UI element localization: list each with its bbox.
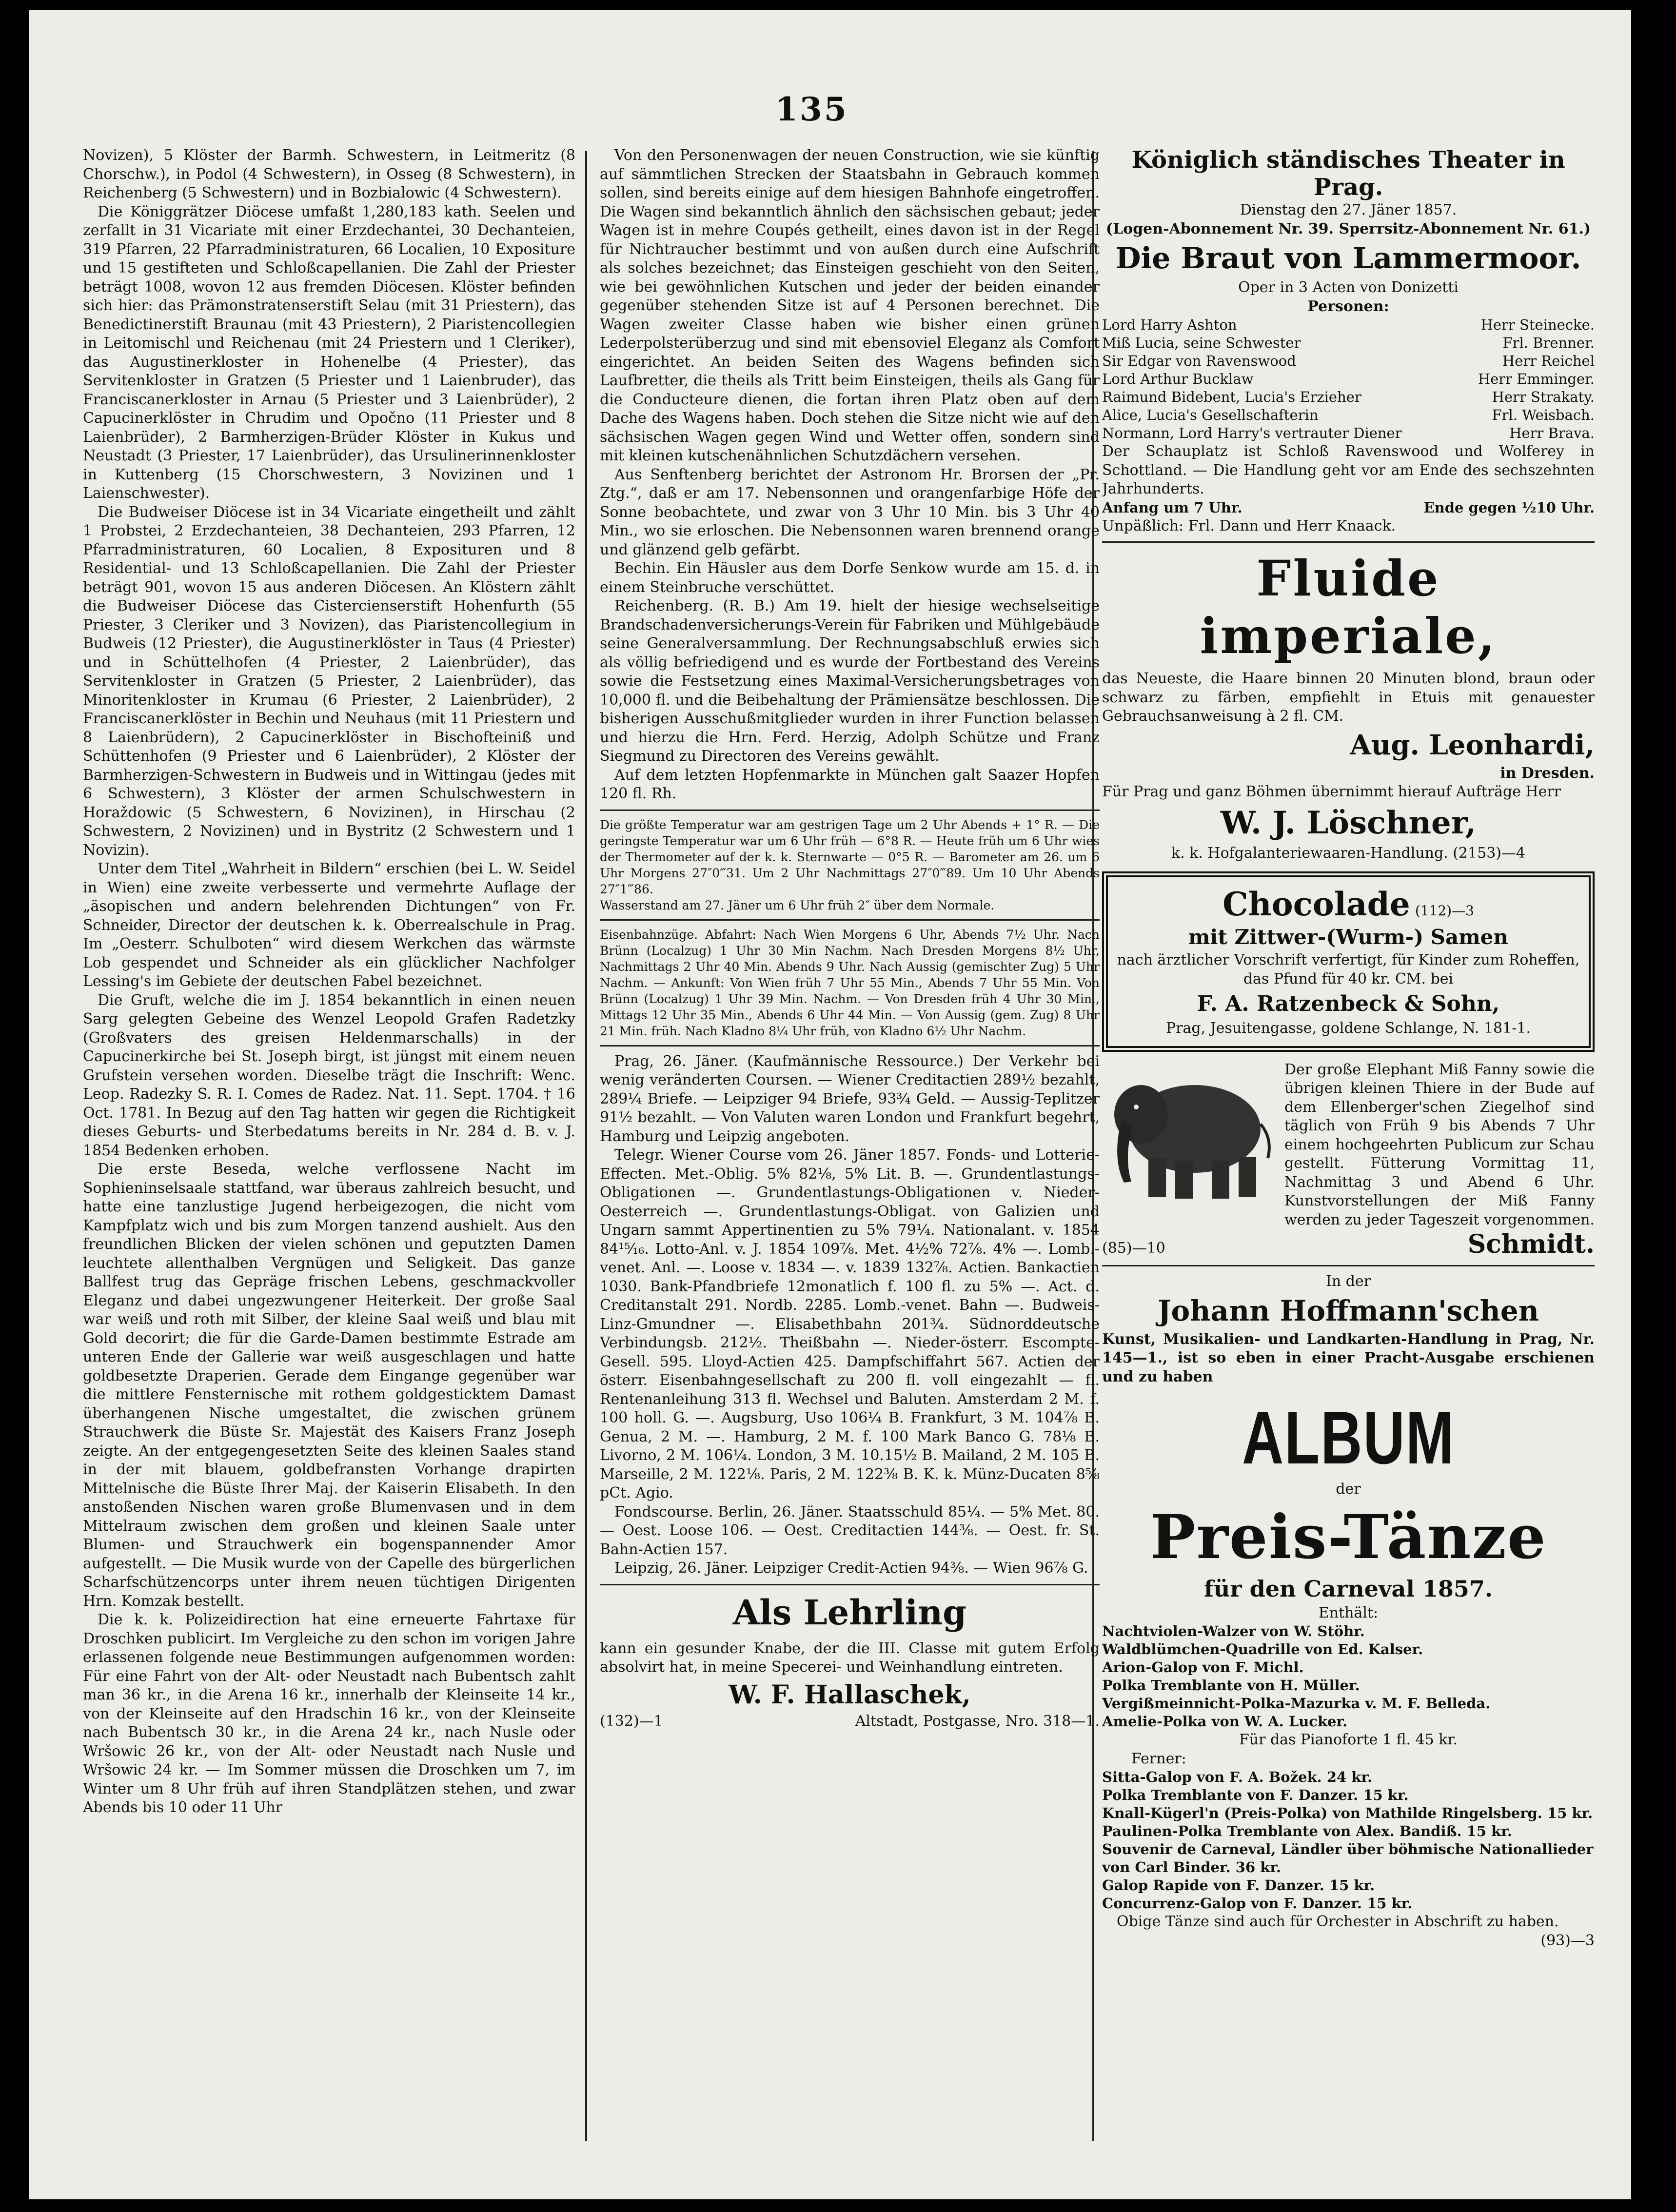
dance-list-item: Amelie-Polka von W. A. Lucker. <box>1102 1713 1348 1730</box>
hoffmann-title: Johann Hoffmann'schen <box>1158 1294 1539 1327</box>
album-code: (93)—3 <box>1540 1932 1595 1949</box>
dance-list-item: Polka Tremblante von H. Müller. <box>1102 1677 1360 1694</box>
cast-row: Sir Edgar von Ravenswood Herr Reichel <box>1102 353 1595 369</box>
dance-list-item: Souvenir de Carneval, Ländler über böhmische Nationallieder von Carl Binder. 36 kr. <box>1102 1841 1594 1876</box>
hoffmann-intro: In der <box>1325 1273 1371 1290</box>
weather-report: Die größte Temperatur war am gestrigen Tage um 2 Uhr Abends + 1° R. — Die geringste Temperatur war um 6 Uhr früh — 6°8 R. — Heute früh um 6 Uhr wies der Thermometer auf der k. k. Sternwarte — 0°5 R. — Barometer am 26. um 6 Uhr Morgens 27″0‴31. Um 2 Uhr Nachmittags 27″0‴89. Um 10 Uhr Abends 27″1‴86. <box>600 817 1100 896</box>
loeschner-subtitle: k. k. Hofgalanteriewaaren-Handlung. (2153)—4 <box>1171 844 1526 862</box>
cast-row: Alice, Lucia's Gesellschafterin Frl. Weisbach. <box>1102 407 1595 423</box>
column-middle <box>600 146 1100 2151</box>
piano-price: Für das Pianoforte 1 fl. 45 kr. <box>1239 1731 1458 1748</box>
cast-row: Lord Harry Ashton Herr Steinecke. <box>1102 316 1595 333</box>
dance-list-item: Sitta-Galop von F. A. Božek. 24 kr. <box>1102 1769 1373 1785</box>
article-text: Die Gruft, welche die im J. 1854 bekanntlich in einen neuen Sarg gelegten Gebeine des Wenzel Leopold Grafen Radetzky (Großvaters des greisen Heldenmarschalls) in der Capucinerkirche bei St. Joseph birgt, ist jüngst mit einem neuen Grufstein versehen worden. Dieselbe trägt die Inschrift: Wenc. Leop. Radezky S. R. I. Comes de Radez. Nat. 11. Sept. 1704. † 16 Oct. 1781. In Bezug auf den Tag hatten wir gegen die Richtigkeit dieses Geburts- und Sterbedatums bereits in Nr. 284 d. B. v. J. 1854 Bedenken erhoben. <box>83 991 575 1159</box>
fluide-city: in Dresden. <box>1500 764 1595 782</box>
divider <box>600 1584 1100 1585</box>
opera-subtitle: Oper in 3 Acten von Donizetti <box>1238 279 1459 296</box>
album-title: ALBUM <box>1242 1396 1455 1480</box>
article-text: Die Budweiser Diöcese ist in 34 Vicariate eingetheilt und zählt 1 Probstei, 2 Erzdechanteien, 38 Dechanteien, 293 Pfarren, 12 Pfarradministraturen, 60 Localien, 8 Exposituren und 8 Residential- und 13 Schloßcapellanien. Die Zahl der Priester beträgt 901, wovon 15 aus anderen Diöcesen. An Klöstern zählt die Budweiser Diöcese das Cistercienserstift Hohenfurth (55 Priester, 3 Cleriker und 3 Novizen), das Piaristencollegium in Budweis (12 Priester), die Augustinerklöster in Taus (4 Priester) und in Schüttelhofen (4 Priester, 2 Laienbrüder), das Servitenkloster in Gratzen (5 Priester, 2 Laienbrüder), das Minoritenkloster in Krumau (6 Priester, 2 Laienbrüder), 2 Franciscanerklöster in Bechin und Neuhaus (mit 11 Priestern und 8 Laienbrüdern), 2 Capucinerklöster in Bischofteiniß und Schüttenhofen (9 Priester und 6 Laienbrüder), 2 Klöster der Barmherzigen-Schwestern in Budweis und in Wittingau (jedes mit 6 Schwestern), 3 Klöster der armen Schulschwestern in Horaždowic (5 Schwestern, 6 Novizinen), in Hirschau (2 Schwestern, 2 Novizinen) und in Bystritz (2 Schwestern und 1 Novizin). <box>83 503 575 859</box>
chocolade-subtitle: mit Zittwer-(Wurm-) Samen <box>1188 925 1508 949</box>
elephant-text: Der große Elephant Miß Fanny sowie die übrigen kleinen Thiere in der Bude auf dem Ellenberger'schen Ziegelhof sind täglich von Früh 9 bis Abends 7 Uhr einem hochgeehrten Publicum zur Schau gestellt. Fütterung Vormittag 11, Nachmittag 3 und Abend 6 Uhr. Kunstvorstellungen der Miß Fanny werden zu jeder Tageszeit vorgenommen. <box>1284 1061 1595 1228</box>
article-text: Die k. k. Polizeidirection hat eine erneuerte Fahrtaxe für Droschken publicirt. Im Vergleiche zu den schon im vorigen Jahre erlassenen folgende neue Bestimmungen aufgenommen worden: Für eine Fahrt von der Alt- oder Neustadt nach Bubentsch zahlt man 36 kr., in die Arena 16 kr., innerhalb der Kleinseite 14 kr., von der Kleinseite auf den Hradschin 16 kr., von der Kleinseite nach Bubentsch 30 kr., in die Arena 24 kr., nach Nusle oder Wršowic 26 kr., von der Alt- oder Neustadt nach Nusle und Wršowic 24 kr. — Im Sommer müssen die Droschken um 7, im Winter um 8 Uhr früh auf ihren Standplätzen stehen, und zwar Abends bis 10 oder 11 Uhr <box>83 1611 575 1816</box>
prague-exchange: Prag, 26. Jäner. (Kaufmännische Ressource.) Der Verkehr bei wenig veränderten Coursen. — Wiener Creditactien 289½ bezahlt, 289¼ Briefe. — Leipziger 94 Briefe, 93¾ Geld. — Aussig-Teplitzer 91½ bezahlt. — Von Valuten waren London und Frankfurt begehrt, Hamburg und Leipzig angeboten. <box>600 1052 1100 1145</box>
chocolade-text: nach ärztlicher Vorschrift verfertigt, für Kinder zum Roheffen, das Pfund für 40 kr. CM. bei <box>1117 951 1580 988</box>
elephant-illustration <box>1102 1061 1278 1207</box>
divider <box>1102 541 1595 543</box>
divider <box>1102 1265 1595 1266</box>
chocolade-firm: F. A. Ratzenbeck & Sohn, <box>1197 991 1500 1016</box>
hoffmann-text: Kunst, Musikalien- und Landkarten-Handlung in Prag, Nr. 145—1., ist so eben in einer Pracht-Ausgabe erschienen und zu haben <box>1102 1330 1595 1385</box>
elephant-ad <box>1102 1061 1595 1230</box>
ferner-label: Ferner: <box>1131 1750 1186 1767</box>
dance-list-item: Knall-Kügerl'n (Preis-Polka) von Mathilde Ringelsberg. 15 kr. <box>1102 1805 1593 1821</box>
fluide-imperiale-title: Fluide imperiale, <box>1200 550 1497 665</box>
opera-unwell: Unpäßlich: Frl. Dann und Herr Knaack. <box>1102 517 1396 534</box>
divider <box>600 919 1100 921</box>
cast-heading: Personen: <box>1307 297 1389 315</box>
chocolade-code: (112)—3 <box>1415 903 1474 919</box>
column-rule <box>585 151 587 2141</box>
theatre-title: Königlich ständisches Theater in Prag. <box>1131 146 1565 201</box>
page-number: 135 <box>775 90 848 128</box>
chocolade-ad <box>1102 871 1595 1052</box>
dance-list-item: Arion-Galop von F. Michl. <box>1102 1659 1304 1676</box>
cast-row: Lord Arthur Bucklaw Herr Emminger. <box>1102 371 1595 387</box>
article-text: Auf dem letzten Hopfenmarkte in München galt Saazer Hopfen 120 fl. Rh. <box>600 766 1100 802</box>
column-right <box>1102 146 1595 2151</box>
opera-title: Die Braut von Lammermoor. <box>1115 241 1581 276</box>
article-text: Die erste Beseda, welche verflossene Nacht im Sophieninselsaale stattfand, war überaus zahlreich besucht, und hatte eine tanzlustige Jugend herbeigezogen, die nicht vom Kampfplatz wich und bis zum Morgen tanzend aushielt. Aus den freundlichen Blicken der vielen schönen und geputzten Damen leuchtete allenthalben Vergnügen und Seligkeit. Das ganze Ballfest trug das Gepräge frischen Lebens, geschmackvoller Eleganz und dabei ungezwungener Heiterkeit. Der große Saal war weiß und roth mit Silber, der kleine Saal weiß und blau mit Gold decorirt; die für die Garde-Damen bestimmte Estrade am unteren Ende der Gallerie war weiß ausgeschlagen und hatte goldbesetzte Draperien. Gerade dem Eingange gegenüber war die mittlere Fensternische mit rothem goldgesticktem Damast überhangenen Nische umgestaltet, die zwischen grünem Strauchwerk die Büste Sr. Majestät des Kaisers Franz Joseph zeigte. An der entgegengesetzten Seite des kleinen Saales stand in der mit blauem, goldbefransten Vorhange drapirten Mittelnische die Büste Ihrer Maj. der Kaiserin Elisabeth. In den anstoßenden Nischen waren große Blumenvasen und in dem Mittelraum zwischen dem großen und kleinen Saale unter Blumen- und Strauchwerk ein bogenspannender Amor aufgestellt. — Die Musik wurde von der Capelle des bürgerlichen Scharfschützencorps unter ihrem neuen tüchtigen Dirigenten Hrn. Komzak bestellt. <box>83 1161 575 1610</box>
album-der: der <box>1336 1481 1361 1498</box>
leipzig-exchange: Leipzig, 26. Jäner. Leipziger Credit-Actien 94⅜. — Wien 96⅞ G. <box>614 1560 1088 1577</box>
newspaper-page <box>29 10 1631 2199</box>
opera-end: Ende gegen ½10 Uhr. <box>1423 499 1595 516</box>
article-text: Von den Personenwagen der neuen Construction, wie sie künftig auf sämmtlichen Strecken der Staatsbahn in Gebrauch kommen sollen, sind bereits einige auf dem hiesigen Bahnhofe eingetroffen. Die Wagen sind bekanntlich ähnlich den sächsischen gebaut; jeder Wagen ist in mehre Coupés getheilt, eines davon ist in der Regel für Nichtraucher bestimmt und von außen durch eine Aufschrift als solches bezeichnet; das Einsteigen geschieht von den Seiten, wie bei gewöhnlichen Kutschen und jeder der beiden einander gegenüber stehenden Sitze ist auf 4 Personen berechnet. Die Wagen zweiter Classe haben wie bisher einen grünen Lederpolsterüberzug und sind mit ebensoviel Eleganz als Comfort eingerichtet. An beiden Seiten des Wagens befinden sich Laufbretter, die theils als Tritt beim Einsteigen, theils als Gang für die Conducteure dienen, die fortan ihren Platz oben auf dem Dache des Wagens haben. Doch stehen die Sitze nicht wie auf den sächsischen Wagen gegen Wind und Wetter offen, sondern sind mit kleinen kutschenähnlichen Schutzdächern versehen. <box>600 147 1100 464</box>
cast-row: Raimund Bidebent, Lucia's Erzieher Herr Strakaty. <box>1102 389 1595 405</box>
ad-code: (132)—1 <box>600 1712 663 1730</box>
elephant-code: (85)—10 <box>1102 1240 1165 1257</box>
dance-list-item: Polka Tremblante von F. Danzer. 15 kr. <box>1102 1787 1409 1803</box>
orchestra-note: Obige Tänze sind auch für Orchester in Abschrift zu haben. <box>1117 1913 1559 1930</box>
dance-list-item: Waldblümchen-Quadrille von Ed. Kalser. <box>1102 1641 1423 1658</box>
ad-address: Altstadt, Postgasse, Nro. 318—1. <box>855 1712 1100 1730</box>
cast-row: Normann, Lord Harry's vertrauter Diener Herr Brava. <box>1102 425 1595 441</box>
article-text: Reichenberg. (R. B.) Am 19. hielt der hiesige wechselseitige Brandschadenversicherungs-Verein für Fabriken und Mühlgebäude seine Generalversammlung. Der Rechnungsabschluß erwies sich als völlig befriedigend und es wurde der Fortbestand des Vereins sowie die Festsetzung eines Maximal-Versicherungsbetrages von 10,000 fl. und die Beibehaltung der Prämiensätze beschlossen. Die bisherigen Ausschußmitglieder wurden in ihrer Function belassen und hierzu die Hrn. Ferd. Herzig, Adolph Schütze und Franz Siegmund zu Directoren des Vereins gewählt. <box>600 597 1100 765</box>
apprentice-ad-title: Als Lehrling <box>732 1592 967 1633</box>
dance-list-item: Nachtviolen-Walzer von W. Stöhr. <box>1102 1623 1365 1639</box>
article-text: Die Königgrätzer Diöcese umfaßt 1,280,183 kath. Seelen und zerfallt in 31 Vicariate mit einer Erzdechantei, 30 Dechanteien, 319 Pfarren, 22 Pfarradministraturen, 66 Localien, 10 Expositure und 15 gestifteten und Schloßcapellanien. Die Zahl der Priester beträgt 1008, wovon 12 aus fremden Diöcesen. Klöster befinden sich hier: das Prämonstratenserstift Selau (mit 31 Priestern), das Benedictinerstift Braunau (mit 43 Priestern), 2 Piaristencollegien in Leitomischl und Reichenau (mit 24 Priestern und 1 Cleriker), das Augustinerkloster in Hohenelbe (4 Priester), das Servitenkloster in Gratzen (5 Priester und 1 Laienbruder), das Franciscanerkloster in Arnau (5 Priester und 3 Laienbrüder), 2 Capucinerklöster in Chrudim und Opočno (11 Priester und 8 Laienbrüder), 2 Barmherzigen-Brüder Klöster in Kukus und Neustadt (3 Priester, 17 Laienbrüder), das Ursulinerinnenkloster in Kuttenberg (15 Chorschwestern, 3 Novizinen und 1 Laienschwester). <box>83 203 575 502</box>
preis-taenze-title: Preis-Tänze <box>1150 1501 1547 1573</box>
loeschner-name: W. J. Löschner, <box>1220 804 1477 841</box>
article-text: Unter dem Titel „Wahrheit in Bildern“ erschien (bei L. W. Seidel in Wien) eine zweite verbesserte und vermehrte Auflage der „äsopischen und andern belehrenden Dichtungen“ von Fr. Schneider, Director der deutschen k. k. Oberrealschule in Prag. Im „Oesterr. Schulboten“ wird diesem Werkchen das wärmste Lob gespendet und Schneider als ein glücklicher Nachfolger Lessing's im Gebiete der deutschen Fabel bezeichnet. <box>83 860 575 990</box>
railway-timetable: Eisenbahnzüge. Abfahrt: Nach Wien Morgens 6 Uhr, Abends 7½ Uhr. Nach Brünn (Localzug) 1 Uhr 30 Min Nachm. Nach Dresden Morgens 8½ Uhr, Nachmittags 2 Uhr 40 Min. Abends 9 Uhr. Nach Aussig (gemischter Zug) 5 Uhr Nachm. — Ankunft: Von Wien früh 7 Uhr 55 Min., Abends 7 Uhr 55 Min. Von Brünn (Localzug) 1 Uhr 39 Min. Nachm. — Von Dresden früh 4 Uhr 30 Min., Mittags 12 Uhr 35 Min., Abends 6 Uhr 44 Min. — Von Aussig (gem. Zug) 8 Uhr 21 Min. früh. Nach Kladno 8¼ Uhr früh, von Kladno 6½ Uhr Nachm. <box>600 927 1100 1038</box>
opera-scene: Der Schauplatz ist Schloß Ravenswood und Wolferey in Schottland. — Die Handlung geht vor am Ende des sechszehnten Jahrhunderts. <box>1102 443 1595 497</box>
theatre-abonnement: (Logen-Abonnement Nr. 39. Sperrsitz-Abonnement Nr. 61.) <box>1105 220 1591 237</box>
article-text: Aus Senftenberg berichtet der Astronom Hr. Brorsen der „Pr. Ztg.“, daß er am 17. Nebensonnen und orangenfarbige Höfe der Sonne beobachtete, und zwar von 3 Uhr 10 Min. bis 3 Uhr 40 Min., wo sie erloschen. Die Nebensonnen waren brennend orange und glänzend gelb gefärbt. <box>600 466 1100 558</box>
theatre-date: Dienstag den 27. Jäner 1857. <box>1240 201 1457 218</box>
vienna-exchange: Telegr. Wiener Course vom 26. Jäner 1857. Fonds- und Lotterie-Effecten. Met.-Oblig. 5% 82⅛, 5% Lit. B. —. Grundentlastungs-Obligationen —. Grundentlastungs-Obligationen v. Nieder-Oesterreich —. Grundentlastungs-Obligat. von Galizien und Ungarn sammt Appertinentien zu 5% 79¼. Nationalant. v. 1854 84¹⁵⁄₁₆. Lotto-Anl. v. J. 1854 109⅞. Met. 4½% 72⅞. 4% —. Lomb.-venet. Anl. —. Loose v. 1834 —. v. 1839 132⅞. Actien. Bankactien 1030. Bank-Pfandbriefe 12monatlich f. 100 fl. zu 5% —. Act. d. Creditanstalt 291. Nordb. 2285. Lomb.-venet. Bahn —. Budweis-Linz-Gmundner —. Elisabethbahn 201¾. Südnorddeutsche Verbindungsb. 212½. Theißbahn —. Nieder-österr. Escompte-Gesell. 595. Lloyd-Actien 425. Dampfschiffahrt 567. Actien der österr. Eisenbahngesellschaft zu 200 fl. voll eingezahlt — fl. Rentenanleihung 313 fl. Wechsel und Baluten. Amsterdam 2 M. f. 100 holl. G. —. Augsburg, Uso 106¼ B. Frankfurt, 3 M. 104⅞ B. Genua, 2 M. —. Hamburg, 2 M. f. 100 Mark Banco G. 78⅛ B. Livorno, 2 M. 106¼. London, 3 M. 10.15½ B. Mailand, 2 M. 105 B. Marseille, 2 M. 122⅛. Paris, 2 M. 122⅜ B. K. k. Münz-Ducaten 8⅝ pCt. Agio. <box>600 1146 1100 1501</box>
article-text: Novizen), 5 Klöster der Barmh. Schwestern, in Leitmeritz (8 Chorschw.), in Podol (4 Schwestern), in Osseg (8 Schwestern), in Reichenberg (5 Schwestern) und in Bozbialowic (4 Schwestern). <box>83 147 575 201</box>
apprentice-ad-signature: W. F. Hallaschek, <box>729 1679 971 1710</box>
divider <box>600 1045 1100 1047</box>
fluide-agent: Für Prag und ganz Böhmen übernimmt hierauf Aufträge Herr <box>1102 783 1561 800</box>
apprentice-ad-text: kann ein gesunder Knabe, der die III. Classe mit gutem Erfolg absolvirt hat, in meine Specerei- und Weinhandlung eintreten. <box>600 1639 1100 1676</box>
water-level: Wasserstand am 27. Jäner um 6 Uhr früh 2″ über dem Normale. <box>600 898 995 912</box>
chocolade-title: Chocolade <box>1222 885 1410 923</box>
dance-list-item: Concurrenz-Galop von F. Danzer. 15 kr. <box>1102 1895 1413 1912</box>
column-left <box>83 146 575 2151</box>
dance-list-item: Galop Rapide von F. Danzer. 15 kr. <box>1102 1877 1375 1894</box>
berlin-exchange: Fondscourse. Berlin, 26. Jäner. Staatsschuld 85¼. — 5% Met. 80. — Oest. Loose 106. — Oest. Creditactien 144⅜. — Oest. fr. St. Bahn-Actien 157. <box>600 1503 1100 1558</box>
enthaelt-label: Enthält: <box>1318 1604 1379 1621</box>
cast-list <box>1102 316 1595 442</box>
chocolade-address: Prag, Jesuitengasse, goldene Schlange, N. 181-1. <box>1166 1020 1531 1037</box>
dance-list-item: Vergißmeinnicht-Polka-Mazurka v. M. F. Belleda. <box>1102 1695 1491 1712</box>
elephant-signature: Schmidt. <box>1467 1229 1595 1259</box>
divider <box>600 810 1100 811</box>
fluide-text: das Neueste, die Haare binnen 20 Minuten blond, braun oder schwarz zu färben, empfiehlt in Etuis mit genauester Gebrauchsanweisung à 2 fl. CM. <box>1102 670 1595 725</box>
dance-list-item: Paulinen-Polka Tremblante von Alex. Bandiß. 15 kr. <box>1102 1823 1512 1839</box>
carneval-subtitle: für den Carneval 1857. <box>1204 1575 1493 1602</box>
fluide-signature: Aug. Leonhardi, <box>1350 729 1595 761</box>
opera-start: Anfang um 7 Uhr. <box>1102 499 1242 516</box>
article-text: Bechin. Ein Häusler aus dem Dorfe Senkow wurde am 15. d. in einem Steinbruche verschüttet. <box>600 560 1100 596</box>
cast-row: Miß Lucia, seine Schwester Frl. Brenner. <box>1102 335 1595 351</box>
